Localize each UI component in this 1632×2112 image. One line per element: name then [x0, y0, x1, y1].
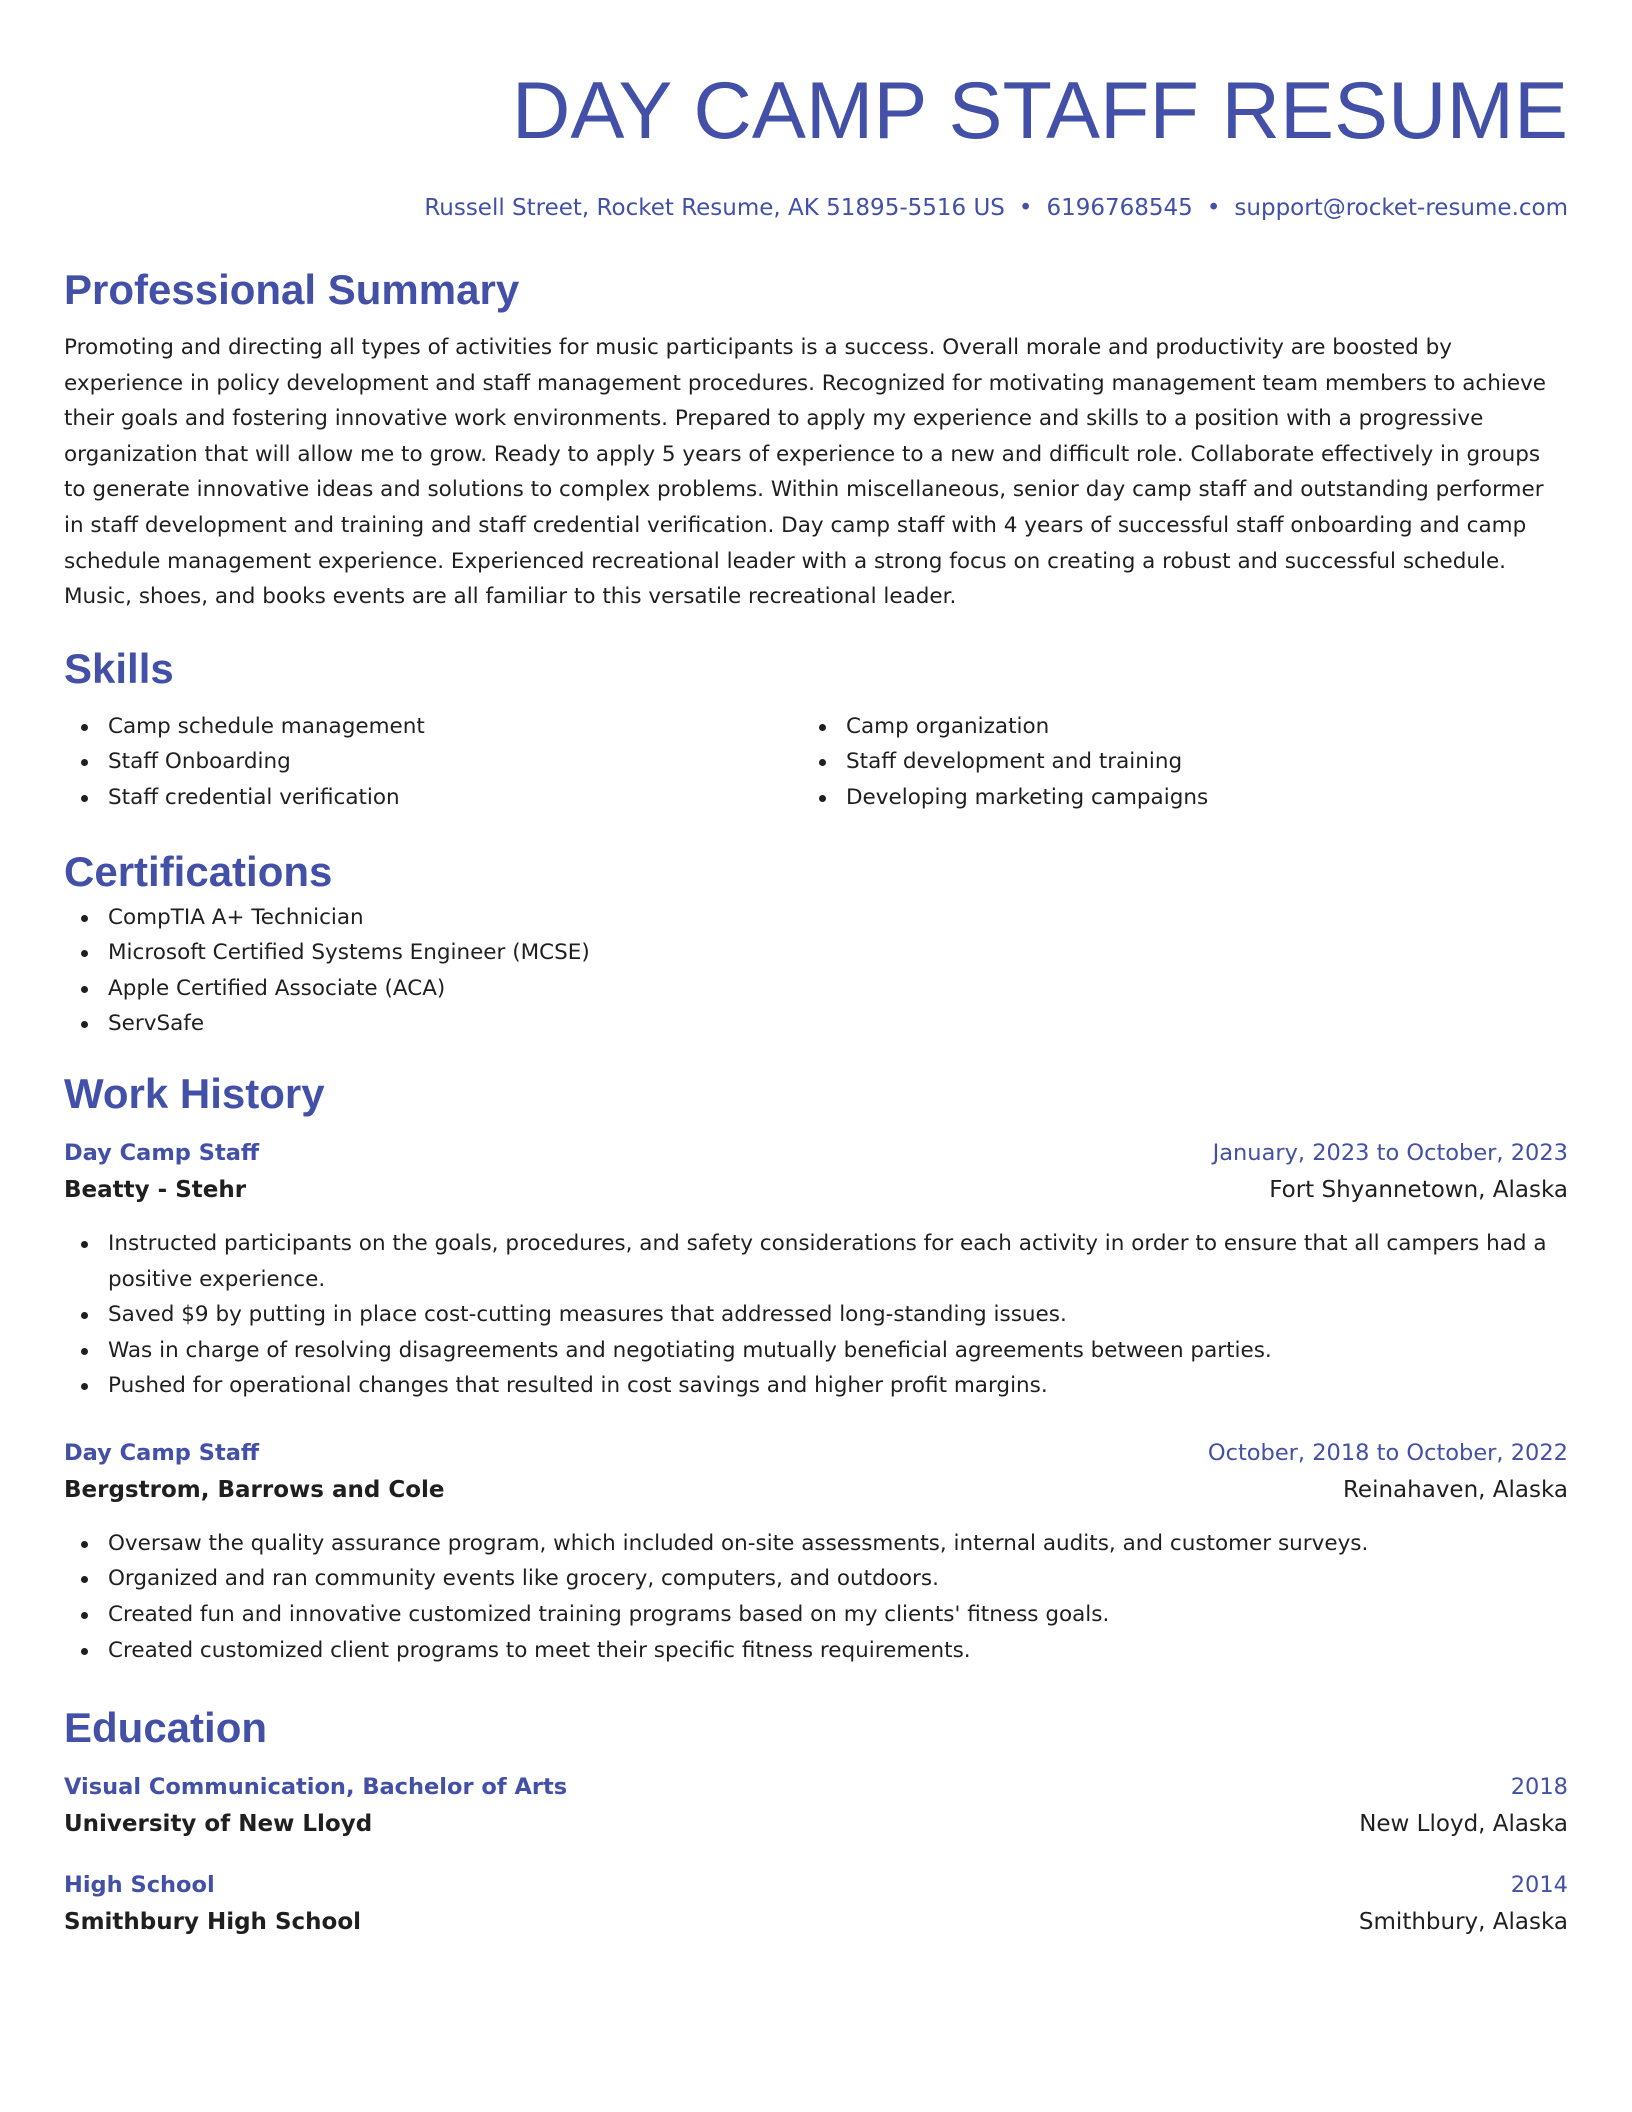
job-duty-item: Saved $9 by putting in place cost-cutting measures that addressed long-standing issues. [64, 1297, 1568, 1333]
education-subheader [64, 1804, 1568, 1844]
job-company: Beatty - Stehr [64, 1176, 247, 1203]
education-degree: High School [64, 1872, 215, 1899]
certification-item: ServSafe [64, 1006, 1568, 1042]
education-location: New Lloyd, Alaska [1359, 1811, 1568, 1838]
resume-title: DAY CAMP STAFF RESUME [511, 66, 1568, 156]
job-location: Reinahaven, Alaska [1342, 1476, 1568, 1503]
education-school: University of New Lloyd [64, 1811, 373, 1838]
skill-item: Staff development and training [802, 744, 1540, 780]
summary-text: Promoting and directing all types of activities for music participants is a success. Overall morale and productivity are boosted by experience in policy development and staff management procedures. Recognized for motivating management team members to achieve their goals and fostering innovative work environments. Prepared to apply my experience and skills to a position with a progressive organization that will allow me to grow. Ready to apply 5 years of experience to a new and difficult role. Collaborate effectively in groups to generate innovative ideas and solutions to complex problems. Within miscellaneous, senior day camp staff and outstanding performer in staff development and training and staff credential verification. Day camp staff with 4 years of successful staff onboarding and camp schedule management experience. Experienced recreational leader with a strong focus on creating a robust and successful schedule. Music, shoes, and books events are all familiar to this versatile recreational leader. [64, 335, 1547, 610]
job-company: Bergstrom, Barrows and Cole [64, 1476, 445, 1503]
certification-item: Microsoft Certified Systems Engineer (MCSE) [64, 935, 1568, 971]
job-header [64, 1436, 1568, 1470]
job-duty-item: Pushed for operational changes that resulted in cost savings and higher profit margins. [64, 1368, 1568, 1404]
education-subheader [64, 1902, 1568, 1942]
job-duty-item: Oversaw the quality assurance program, which included on-site assessments, internal audits, and customer surveys. [64, 1526, 1568, 1562]
contact-email[interactable]: support@rocket-resume.com [1234, 195, 1568, 221]
job-duties [64, 1526, 1568, 1668]
skills-list [64, 709, 1568, 816]
skill-item: Camp schedule management [64, 709, 802, 745]
education-entry [64, 1770, 1568, 1844]
contact-address: Russell Street, Rocket Resume, AK 51895-5516 US [424, 195, 1005, 221]
contact-separator: • [1018, 195, 1033, 221]
work-history-heading: Work History [64, 1069, 325, 1117]
job-duty-item: Created fun and innovative customized training programs based on my clients' fitness goals. [64, 1597, 1568, 1633]
education-year: 2018 [1510, 1774, 1568, 1801]
certifications-list [64, 900, 1568, 1042]
job-subheader [64, 1470, 1568, 1510]
education-header [64, 1868, 1568, 1902]
contact-separator: • [1206, 195, 1221, 221]
job-dates: January, 2023 to October, 2023 [1212, 1139, 1568, 1166]
education-year: 2014 [1510, 1872, 1568, 1899]
job-title: Day Camp Staff [64, 1139, 260, 1166]
education-entry [64, 1868, 1568, 1942]
job-duty-item: Was in charge of resolving disagreements and negotiating mutually beneficial agreements between parties. [64, 1333, 1568, 1369]
job-title: Day Camp Staff [64, 1439, 260, 1466]
job-duties [64, 1226, 1568, 1404]
skill-item: Developing marketing campaigns [802, 780, 1540, 816]
job-duty-item: Created customized client programs to meet their specific fitness requirements. [64, 1633, 1568, 1669]
skill-item: Camp organization [802, 709, 1540, 745]
certification-item: Apple Certified Associate (ACA) [64, 971, 1568, 1007]
education-school: Smithbury High School [64, 1909, 362, 1936]
skills-column-right [802, 709, 1540, 816]
skill-item: Staff credential verification [64, 780, 802, 816]
job-entry [64, 1436, 1568, 1668]
job-location: Fort Shyannetown, Alaska [1269, 1176, 1568, 1203]
job-entry [64, 1136, 1568, 1404]
skills-column-left [64, 709, 802, 816]
skill-item: Staff Onboarding [64, 744, 802, 780]
job-duty-item: Instructed participants on the goals, procedures, and safety considerations for each activity in order to ensure that all campers had a positive experience. [64, 1226, 1568, 1297]
summary-heading: Professional Summary [64, 266, 520, 313]
certifications-heading: Certifications [64, 847, 333, 895]
education-header [64, 1770, 1568, 1804]
contact-line [64, 192, 1568, 224]
contact-phone: 6196768545 [1046, 195, 1193, 221]
education-degree: Visual Communication, Bachelor of Arts [64, 1774, 568, 1801]
job-header [64, 1136, 1568, 1170]
job-dates: October, 2018 to October, 2022 [1207, 1439, 1568, 1466]
job-duty-item: Organized and ran community events like grocery, computers, and outdoors. [64, 1561, 1568, 1597]
education-location: Smithbury, Alaska [1358, 1909, 1568, 1936]
skills-heading: Skills [64, 644, 174, 692]
job-subheader [64, 1170, 1568, 1210]
certification-item: CompTIA A+ Technician [64, 900, 1568, 936]
education-heading: Education [64, 1704, 268, 1752]
